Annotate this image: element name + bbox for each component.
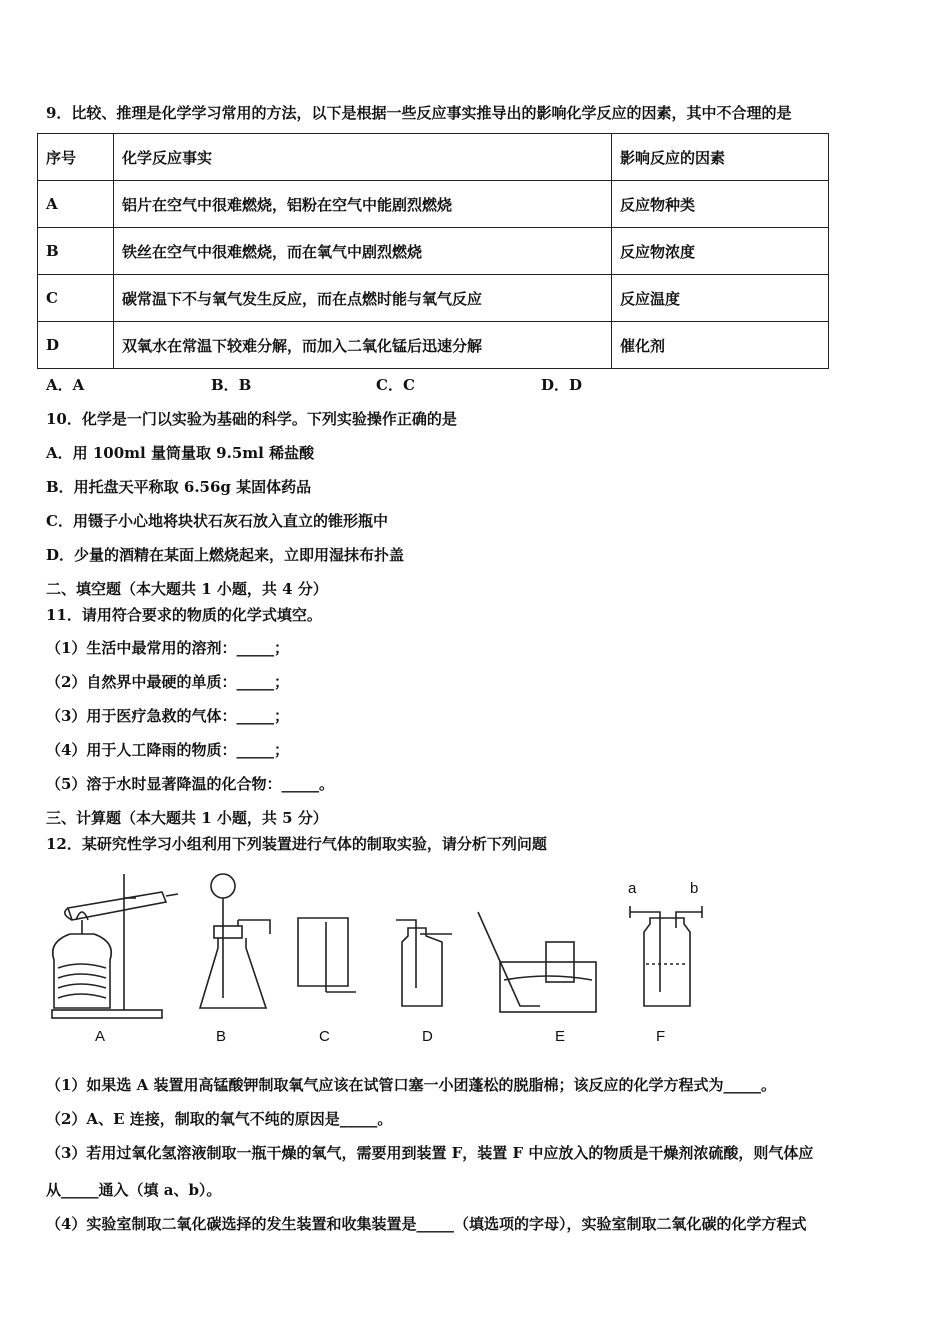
table-header-cell: 影响反应的因素 [612,134,829,181]
apparatus-b-drawing [200,874,270,1008]
q12-stem: 12．某研究性学习小组利用下列装置进行气体的制取实验，请分析下列问题 [46,835,547,853]
section-fill-in-heading: 二、填空题（本大题共 1 小题，共 4 分） [46,580,328,598]
q11-item-1: （1）生活中最常用的溶剂：_____； [46,639,289,657]
q12-part-1: （1）如果选 A 装置用高锰酸钾制取氧气应该在试管口塞一小团蓬松的脱脂棉；该反应的化学方程式为_____。 [46,1076,777,1094]
q10-option-c[interactable]: C．用镊子小心地将块状石灰石放入直立的锥形瓶中 [46,512,388,530]
table-header-cell: 序号 [38,134,114,181]
q12-part-3-cont: 从_____通入（填 a、b）。 [46,1181,222,1199]
table-cell: 铝片在空气中很难燃烧，铝粉在空气中能剧烈燃烧 [114,181,612,228]
apparatus-d-drawing [396,920,452,1006]
q10-option-b[interactable]: B．用托盘天平称取 6.56g 某固体药品 [46,478,312,496]
table-cell: A [38,181,114,228]
table-cell: 反应物浓度 [612,228,829,275]
table-cell: 催化剂 [612,322,829,369]
port-label-a: a [628,880,637,897]
apparatus-label-c: C [319,1028,330,1045]
table-cell: C [38,275,114,322]
table-cell: 反应温度 [612,275,829,322]
table-row [38,228,829,275]
apparatus-a-drawing [52,874,178,1018]
q10-option-d[interactable]: D．少量的酒精在某面上燃烧起来，立即用湿抹布扑盖 [46,546,405,564]
q9-option-d[interactable]: D．D [541,376,583,394]
table-cell: B [38,228,114,275]
q12-part-3: （3）若用过氧化氢溶液制取一瓶干燥的氧气，需要用到装置 F，装置 F 中应放入的物质是干燥剂浓硫酸，则气体应 [46,1144,814,1162]
table-cell: 双氧水在常温下较难分解，而加入二氧化锰后迅速分解 [114,322,612,369]
table-row [38,275,829,322]
table-row [38,181,829,228]
table-row [38,322,829,369]
q12-part-4: （4）实验室制取二氧化碳选择的发生装置和收集装置是_____（填选项的字母），实验室制取二氧化碳的化学方程式 [46,1215,807,1233]
table-cell: 碳常温下不与氧气发生反应，而在点燃时能与氧气反应 [114,275,612,322]
port-label-b: b [690,880,699,897]
q9-stem: 9．比较、推理是化学学习常用的方法，以下是根据一些反应事实推导出的影响化学反应的因素，其中不合理的是 [46,104,792,122]
apparatus-label-f: F [656,1028,666,1045]
q9-option-a[interactable]: A．A [46,376,85,394]
q11-item-5: （5）溶于水时显著降温的化合物：_____。 [46,775,334,793]
table-header-row [38,134,829,181]
q10-stem: 10．化学是一门以实验为基础的科学。下列实验操作正确的是 [46,410,457,428]
q11-item-3: （3）用于医疗急救的气体：_____； [46,707,289,725]
table-cell: D [38,322,114,369]
q11-item-2: （2）自然界中最硬的单质：_____； [46,673,289,691]
q12-part-2: （2）A、E 连接，制取的氧气不纯的原因是_____。 [46,1110,393,1128]
reaction-facts-table [37,133,829,369]
q10-option-a[interactable]: A．用 100ml 量筒量取 9.5ml 稀盐酸 [46,444,315,462]
apparatus-label-b: B [216,1028,227,1045]
table-cell: 铁丝在空气中很难燃烧，而在氧气中剧烈燃烧 [114,228,612,275]
apparatus-c-drawing [298,918,356,992]
apparatus-f-drawing [630,906,702,1006]
table-header-cell: 化学反应事实 [114,134,612,181]
apparatus-e-drawing [478,912,596,1012]
section-calculation-heading: 三、计算题（本大题共 1 小题，共 5 分） [46,809,328,827]
q11-item-4: （4）用于人工降雨的物质：_____； [46,741,289,759]
q11-stem: 11．请用符合要求的物质的化学式填空。 [46,606,322,624]
table-cell: 反应物种类 [612,181,829,228]
q9-option-c[interactable]: C．C [376,376,415,394]
apparatus-label-e: E [555,1028,566,1045]
apparatus-label-a: A [95,1028,106,1045]
apparatus-label-d: D [422,1028,433,1045]
q9-option-b[interactable]: B．B [211,376,252,394]
